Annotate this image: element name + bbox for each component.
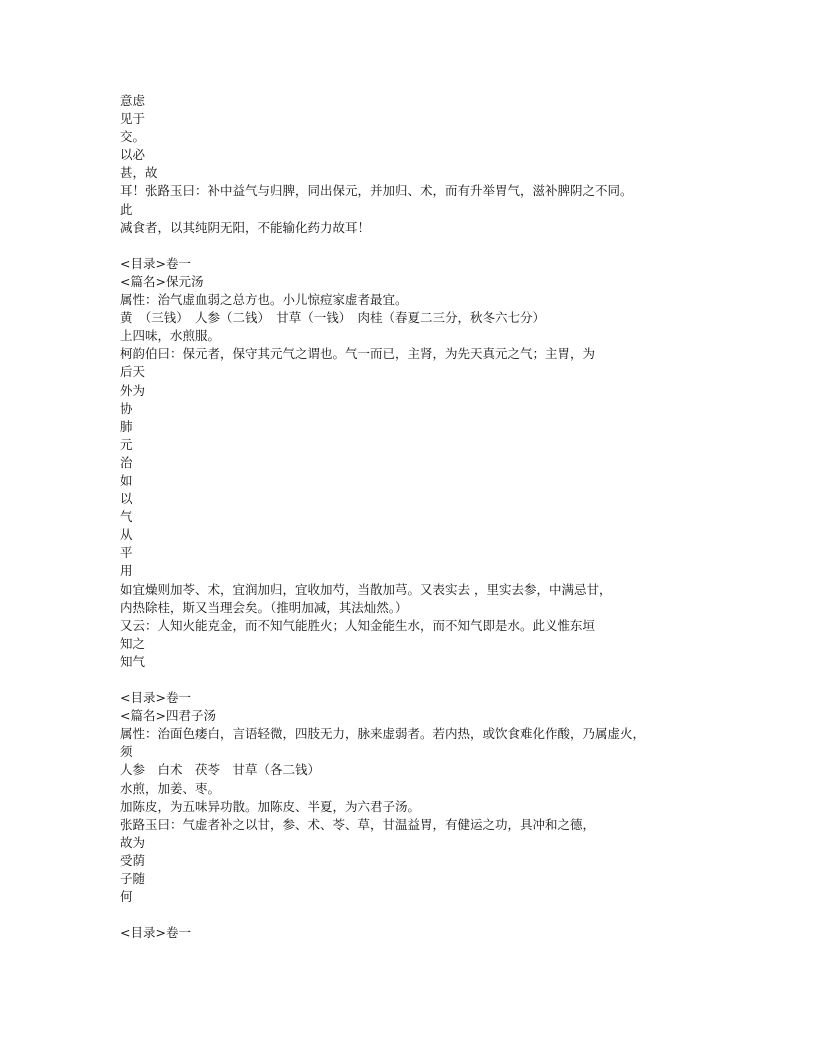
text-line: 外为	[120, 382, 146, 398]
text-line: 子随	[120, 871, 146, 887]
text-line: 属性：治气虚血弱之总方也。小儿惊痘家虚者最宜。	[120, 292, 408, 308]
text-line: 平	[120, 545, 133, 561]
catalog-heading: <目录>卷一	[120, 925, 191, 941]
text-line: 须	[120, 744, 133, 760]
text-line: 人参 白术 茯苓 甘草（各二钱）	[120, 762, 321, 778]
document-page	[120, 92, 780, 942]
text-line: 治	[120, 454, 133, 470]
text-line: 后天	[120, 364, 146, 380]
chapter-title: <篇名>四君子汤	[120, 708, 216, 724]
text-line: 知气	[120, 653, 146, 669]
blank-line	[120, 671, 780, 689]
text-line: 上四味，水煎服。	[120, 328, 221, 344]
text-line: 黄 （三钱） 人参（二钱） 甘草（一钱） 肉桂（春夏二三分，秋冬六七分）	[120, 310, 546, 326]
text-line: 如宜燥则加苓、术，宜润加归，宜收加芍，当散加芎。又表实去 ，里实去参，中满忌甘，	[120, 581, 612, 597]
text-line: 属性：治面色痿白，言语轻微，四肢无力，脉来虚弱者。若内热，或饮食难化作酸，乃属虚火，	[120, 726, 646, 742]
text-line: 以必	[120, 147, 146, 163]
text-line: 受荫	[120, 852, 146, 868]
text-line: 知之	[120, 635, 146, 651]
text-line: 故为	[120, 834, 146, 850]
catalog-heading: <目录>卷一	[120, 255, 191, 271]
text-line: 从	[120, 527, 133, 543]
text-line: 此	[120, 201, 133, 217]
text-line: 元	[120, 436, 133, 452]
text-line: 又云：人知火能克金，而不知气能胜火；人知金能生水，而不知气即是水。此义惟东垣	[120, 617, 596, 633]
text-line: 何	[120, 889, 133, 905]
text-line: 如	[120, 472, 133, 488]
text-line: 用	[120, 563, 133, 579]
text-line: 意虑	[120, 93, 146, 108]
blank-line	[120, 906, 780, 924]
chapter-title: <篇名>保元汤	[120, 273, 204, 289]
text-line: 减食者，以其纯阴无阳，不能输化药力故耳！	[120, 219, 371, 235]
text-line: 柯韵伯曰：保元者，保守其元气之谓也。气一而已，主肾，为先天真元之气；主胃，为	[120, 346, 596, 362]
text-line: 加陈皮，为五味异功散。加陈皮、半夏，为六君子汤。	[120, 798, 421, 814]
text-line: 张路玉曰：气虚者补之以甘，参、术、苓、草，甘温益胃，有健运之功，具冲和之德，	[120, 816, 596, 832]
text-line: 内热除桂，斯又当理会矣。（推明加减，其法灿然。）	[120, 599, 408, 615]
text-line: 协	[120, 400, 133, 416]
text-line: 甚，故	[120, 165, 158, 181]
text-line: 肺	[120, 418, 133, 434]
text-line: 气	[120, 509, 133, 525]
text-line: 以	[120, 491, 133, 507]
catalog-heading: <目录>卷一	[120, 690, 191, 706]
blank-line	[120, 237, 780, 255]
text-line: 见于	[120, 111, 146, 127]
text-line: 交。	[120, 129, 146, 145]
text-line: 水煎，加姜、枣。	[120, 780, 221, 796]
text-line: 耳！张路玉曰：补中益气与归脾，同出保元，并加归、术，而有升举胃气，滋补脾阴之不同。	[120, 183, 633, 199]
